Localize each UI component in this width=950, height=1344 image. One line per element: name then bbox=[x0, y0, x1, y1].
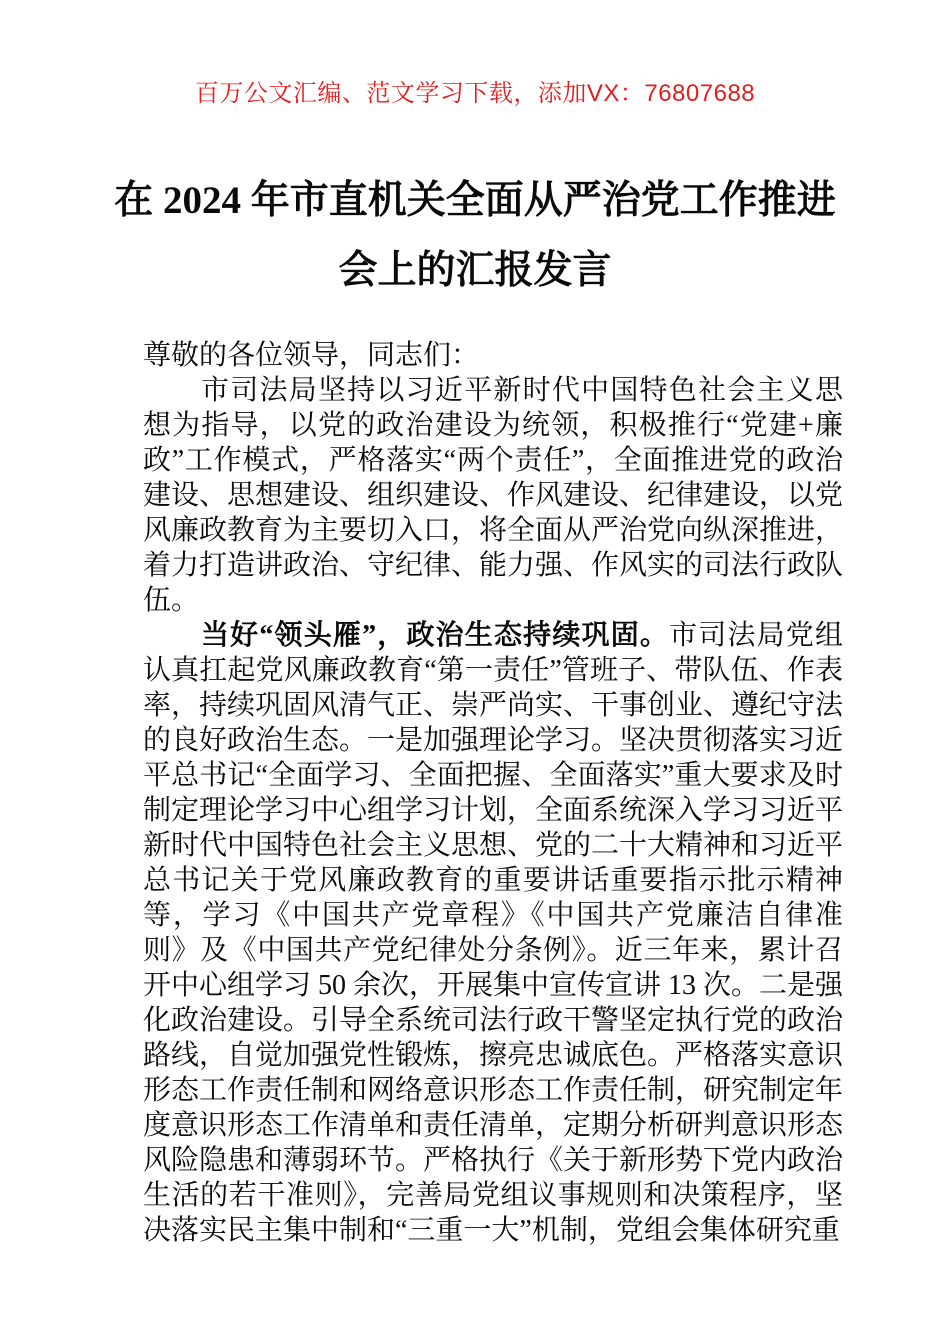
salutation-line: 尊敬的各位领导，同志们： bbox=[143, 340, 480, 371]
paragraph-text: 市司法局坚持以习近平新时代中国特色社会主义思想为指导，以党的政治建设为统领，积极推行“党建+廉政”工作模式，严格落实“两个责任”，全面推进党的政治建设、思想建设、组织建设、作风建设、纪律建设，以党风廉政教育为主要切入口，将全面从严治党向纵深推进，着力打造讲政治、守纪律、能力强、作风实的司法行政队伍。 bbox=[143, 375, 844, 616]
paragraph-list bbox=[143, 373, 843, 1248]
paragraph-lead-bold: 当好“领头雁”，政治生态持续巩固。 bbox=[201, 620, 670, 651]
paragraph bbox=[143, 618, 843, 1248]
document-body bbox=[143, 338, 843, 1248]
paragraph bbox=[143, 373, 843, 618]
document-title bbox=[75, 166, 875, 306]
title-line-1: 在 2024 年市直机关全面从严治党工作推进 bbox=[114, 179, 836, 222]
watermark-notice: 百万公文汇编、范文学习下载，添加VX：76807688 bbox=[194, 80, 756, 107]
title-line-2: 会上的汇报发言 bbox=[338, 249, 612, 292]
paragraph-text: 市司法局党组认真扛起党风廉政教育“第一责任”管班子、带队伍、作表率，持续巩固风清气正、崇严尚实、干事创业、遵纪守法的良好政治生态。一是加强理论学习。坚决贯彻落实习近平总书记“全面学习、全面把握、全面落实”重大要求及时制定理论学习中心组学习计划，全面系统深入学习习近平新时代中国特色社会主义思想、党的二十大精神和习近平总书记关于党风廉政教育的重要讲话重要指示批示精神等，学习《中国共产党章程》《中国共产党廉洁自律准则》及《中国共产党纪律处分条例》。近三年来，累计召开中心组学习 50 余次，开展集中宣传宣讲 13 次。二是强化政治建设。引导全系统司法行政干警坚定执行党的政治路线，自觉加强党性锻炼，擦亮忠诚底色。严格落实意识形态工作责任制和网络意识形态工作责任制，研究制定年度意识形态工作清单和责任清单，定期分析研判意识形态风险隐患和薄弱环节。严格执行《关于新形势下党内政治生活的若干准则》，完善局党组议事规则和决策程序，坚决落实民主集中制和“三重一大”机制，党组会集体研究重 bbox=[143, 620, 844, 1246]
